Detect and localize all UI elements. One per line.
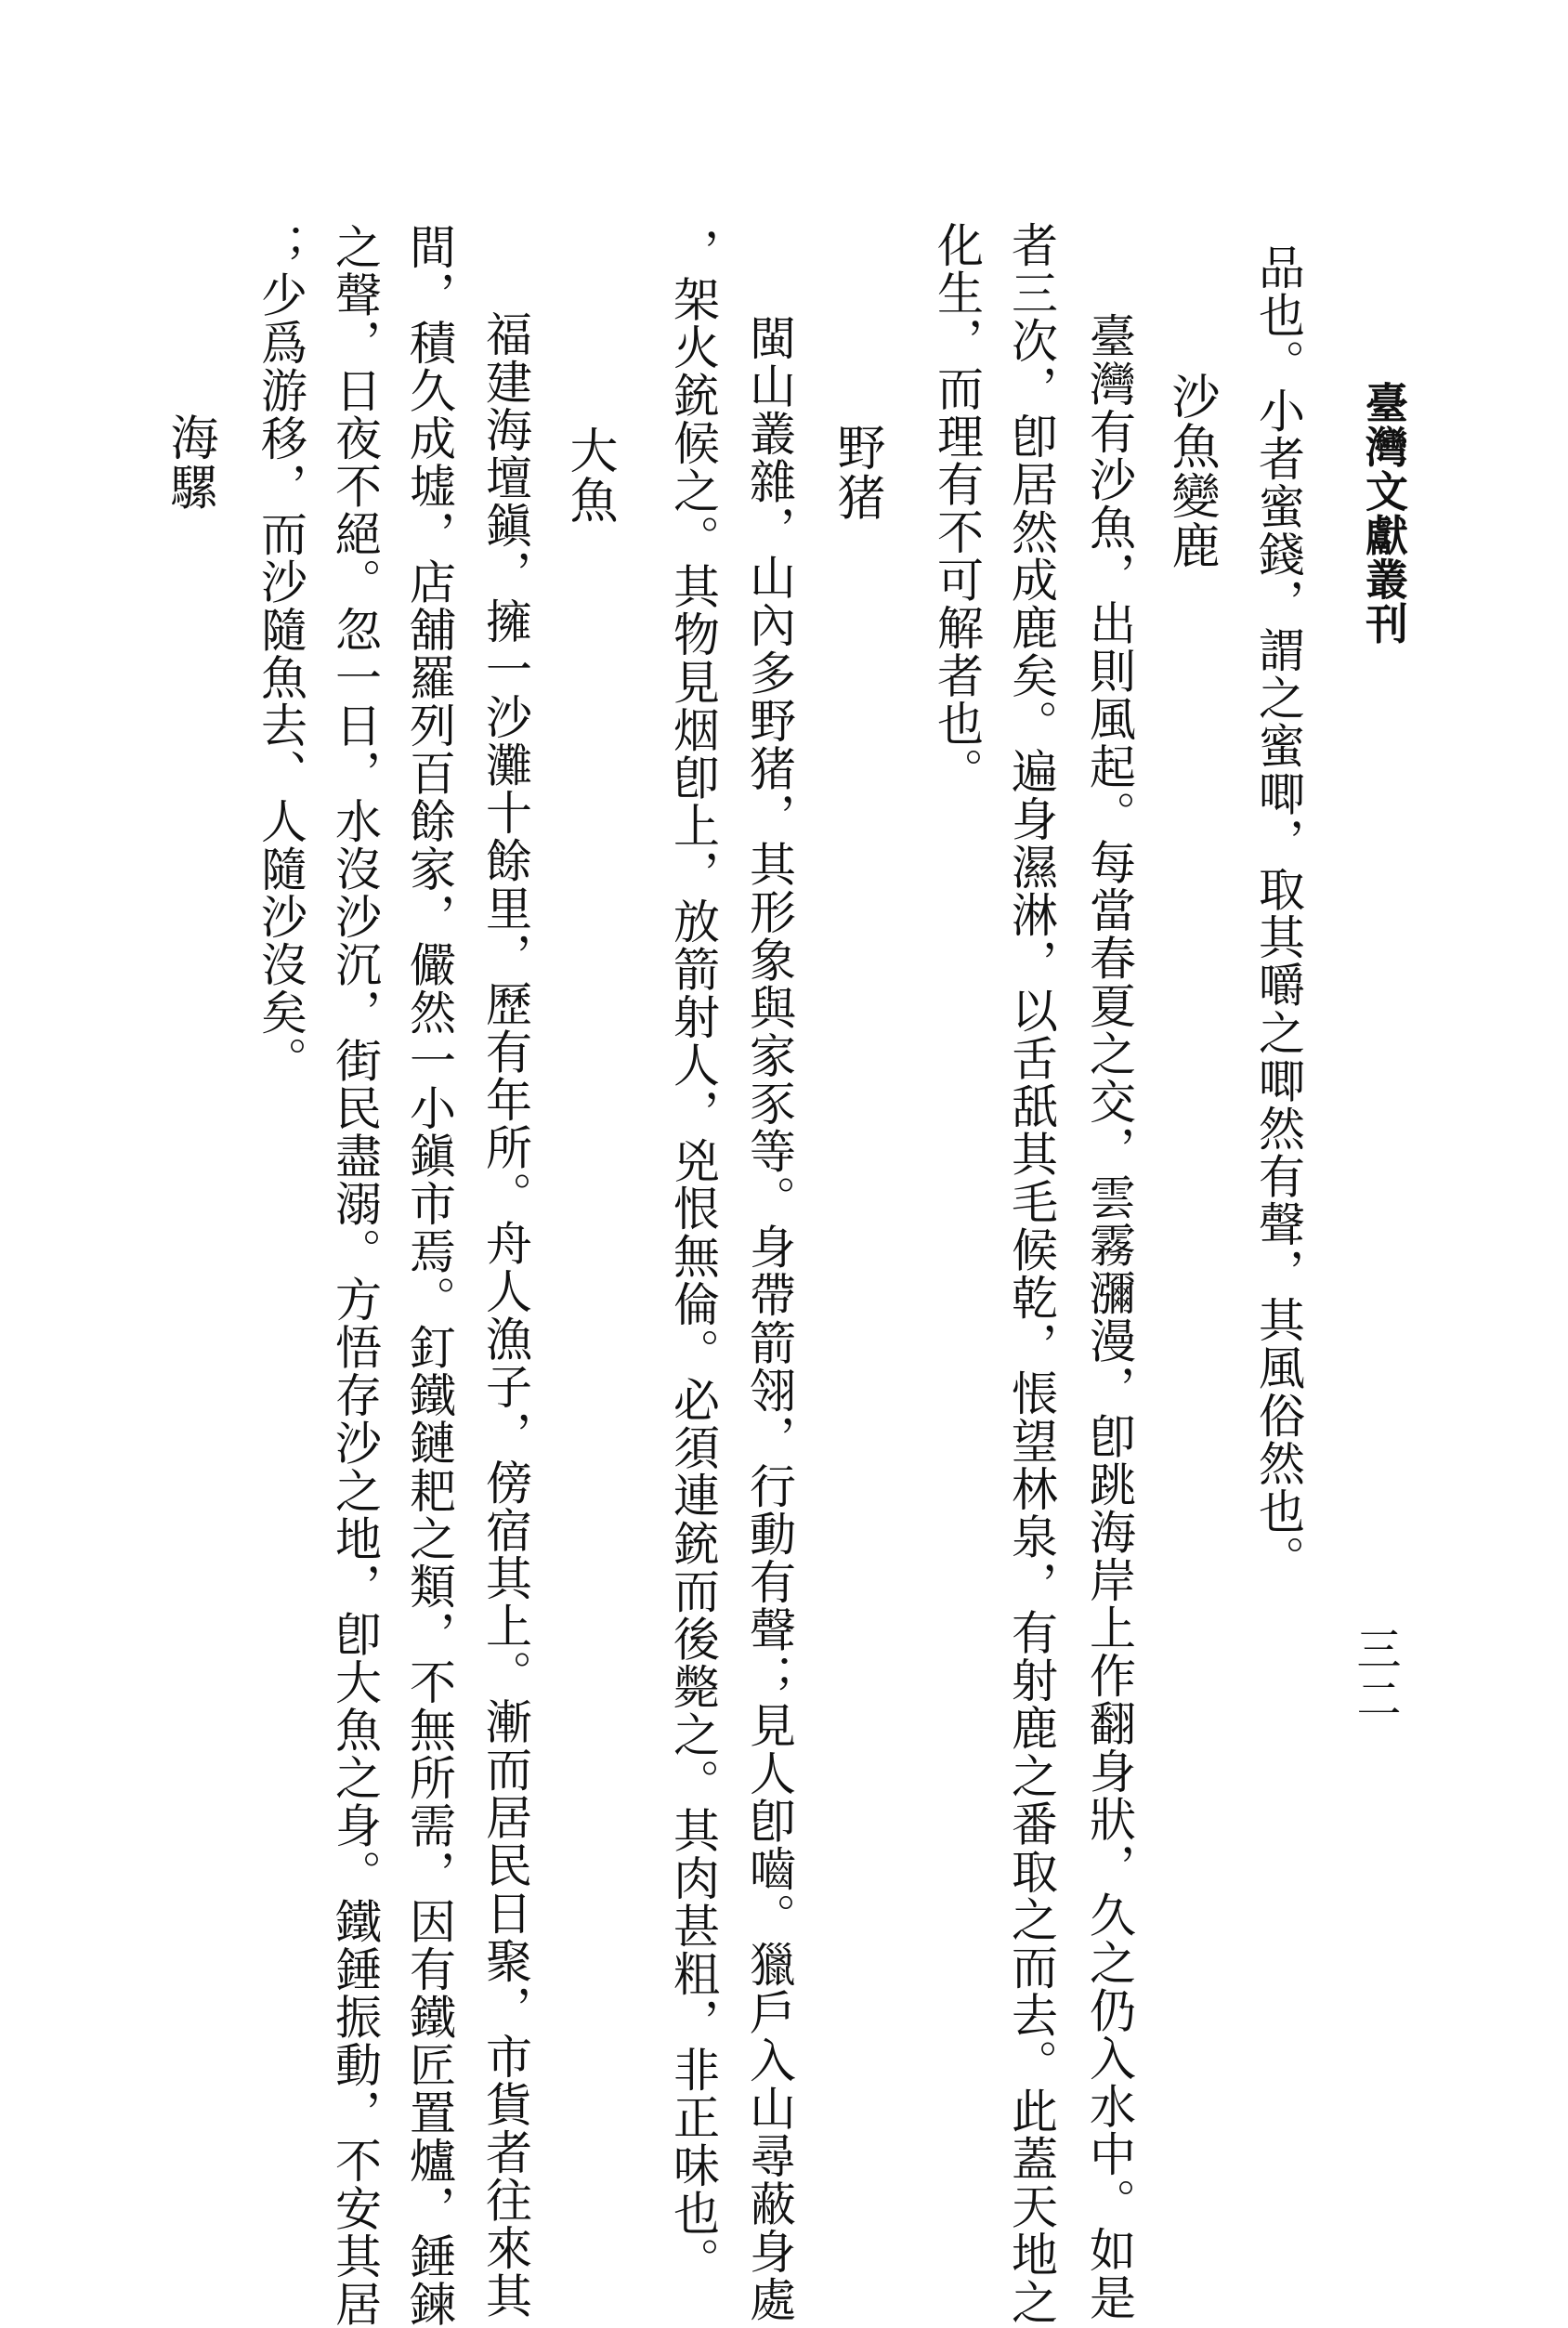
section-heading-ye-zhu: 野猪: [829, 423, 884, 522]
text-column: 間，積久成墟，店舖羅列百餘家，儼然一小鎭市焉。釘鐵鏈耙之類，不無所需，因有鐵匠置爐，錘鍊: [402, 223, 456, 2328]
page-number: 三二: [1349, 1626, 1401, 1726]
text-column: 品也。小者蜜錢，謂之蜜唧，取其嚼之唧然有聲，其風俗然也。: [1251, 243, 1305, 1583]
section-heading-da-yu: 大魚: [561, 425, 617, 525]
running-title: 臺灣文獻叢刊: [1359, 381, 1409, 646]
section-heading-sha-yu-bian-lu: 沙魚變鹿: [1163, 372, 1219, 570]
text-column: 化生，而理有不可解者也。: [930, 221, 984, 795]
text-column: ，架火銃候之。其物見烟卽上，放箭射人，兇恨無倫。必須連銃而後斃之。其肉甚粗，非正味也。: [666, 228, 720, 2285]
text-column: 之聲，日夜不絕。忽一日，水沒沙沉，街民盡溺。方悟存沙之地，卽大魚之身。鐵錘振動，不安其居: [328, 223, 382, 2328]
text-column: 福建海壇鎭，擁一沙灘十餘里，歷有年所。舟人漁子，傍宿其上。漸而居民日聚，市貨者往來其: [478, 310, 532, 2320]
text-column: ；少爲游移，而沙隨魚去、人隨沙沒矣。: [254, 223, 307, 1084]
text-column: 閩山叢雜，山內多野猪，其形象與家豕等。身帶箭翎，行動有聲；見人卽嚙。獵戶入山尋蔽身處: [742, 314, 796, 2323]
text-column: 者三次，卽居然成鹿矣。遍身濕淋，以舌舐其毛候乾，悵望林泉，有射鹿之番取之而去。此蓋天地之: [1004, 221, 1058, 2326]
section-heading-hai-luo: 海騾: [162, 412, 217, 512]
text-column: 臺灣有沙魚，出則風起。每當春夏之交，雲霧瀰漫，卽跳海岸上作翻身狀，久之仍入水中。如是: [1082, 312, 1136, 2321]
